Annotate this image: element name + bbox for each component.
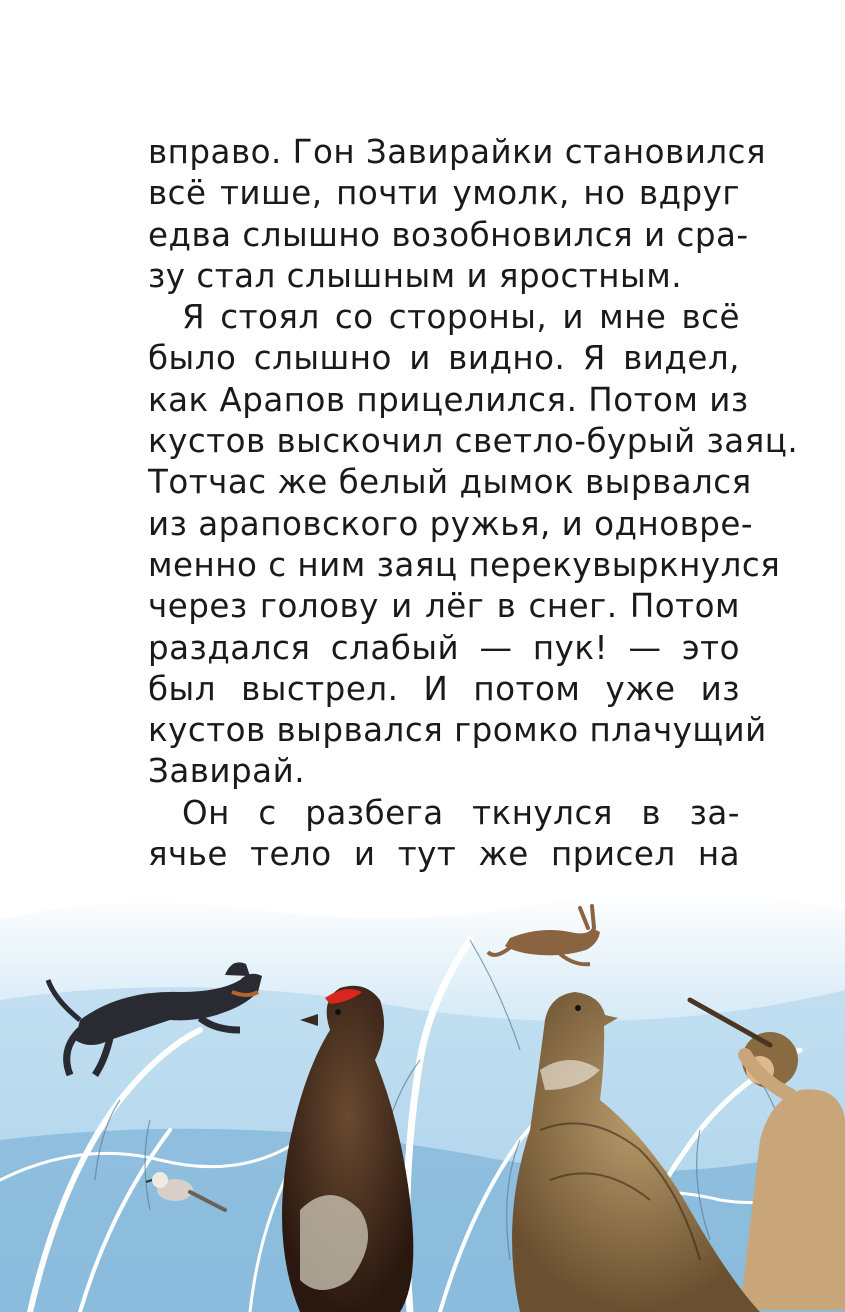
text-line: раздался слабый — пук! — это bbox=[148, 628, 740, 667]
text-line: из араповского ружья, и одновре- bbox=[148, 504, 754, 543]
text-line: всё тише, почти умолк, но вдруг bbox=[148, 174, 740, 213]
text-line: зу стал слышным и яростным. bbox=[148, 256, 683, 295]
text-line: Завирай. bbox=[148, 752, 306, 791]
text-line: через голову и лёг в снег. Потом bbox=[148, 587, 740, 626]
text-line: Он с разбега ткнулся в за- bbox=[182, 793, 740, 832]
text-line: кустов выскочил светло-бурый заяц. bbox=[148, 422, 799, 461]
text-line: менно с ним заяц перекувыркнулся bbox=[148, 545, 781, 584]
story-text bbox=[148, 132, 799, 875]
text-line: Я стоял со стороны, и мне всё bbox=[182, 298, 740, 337]
text-line: ячье тело и тут же присел на bbox=[148, 835, 740, 874]
text-line: едва слышно возобновился и сра- bbox=[148, 215, 749, 254]
text-line: Тотчас же белый дымок вырвался bbox=[148, 463, 752, 502]
text-line: вправо. Гон Завирайки становился bbox=[148, 133, 767, 171]
text-line: кустов вырвался громко плачущий bbox=[148, 711, 767, 750]
winter-hunt-illustration bbox=[0, 880, 845, 1312]
snowy-background bbox=[0, 892, 845, 1312]
text-line: был выстрел. И потом уже из bbox=[148, 669, 740, 708]
text-line: было слышно и видно. Я видел, bbox=[148, 339, 740, 378]
text-line: как Арапов прицелился. Потом из bbox=[148, 380, 749, 419]
